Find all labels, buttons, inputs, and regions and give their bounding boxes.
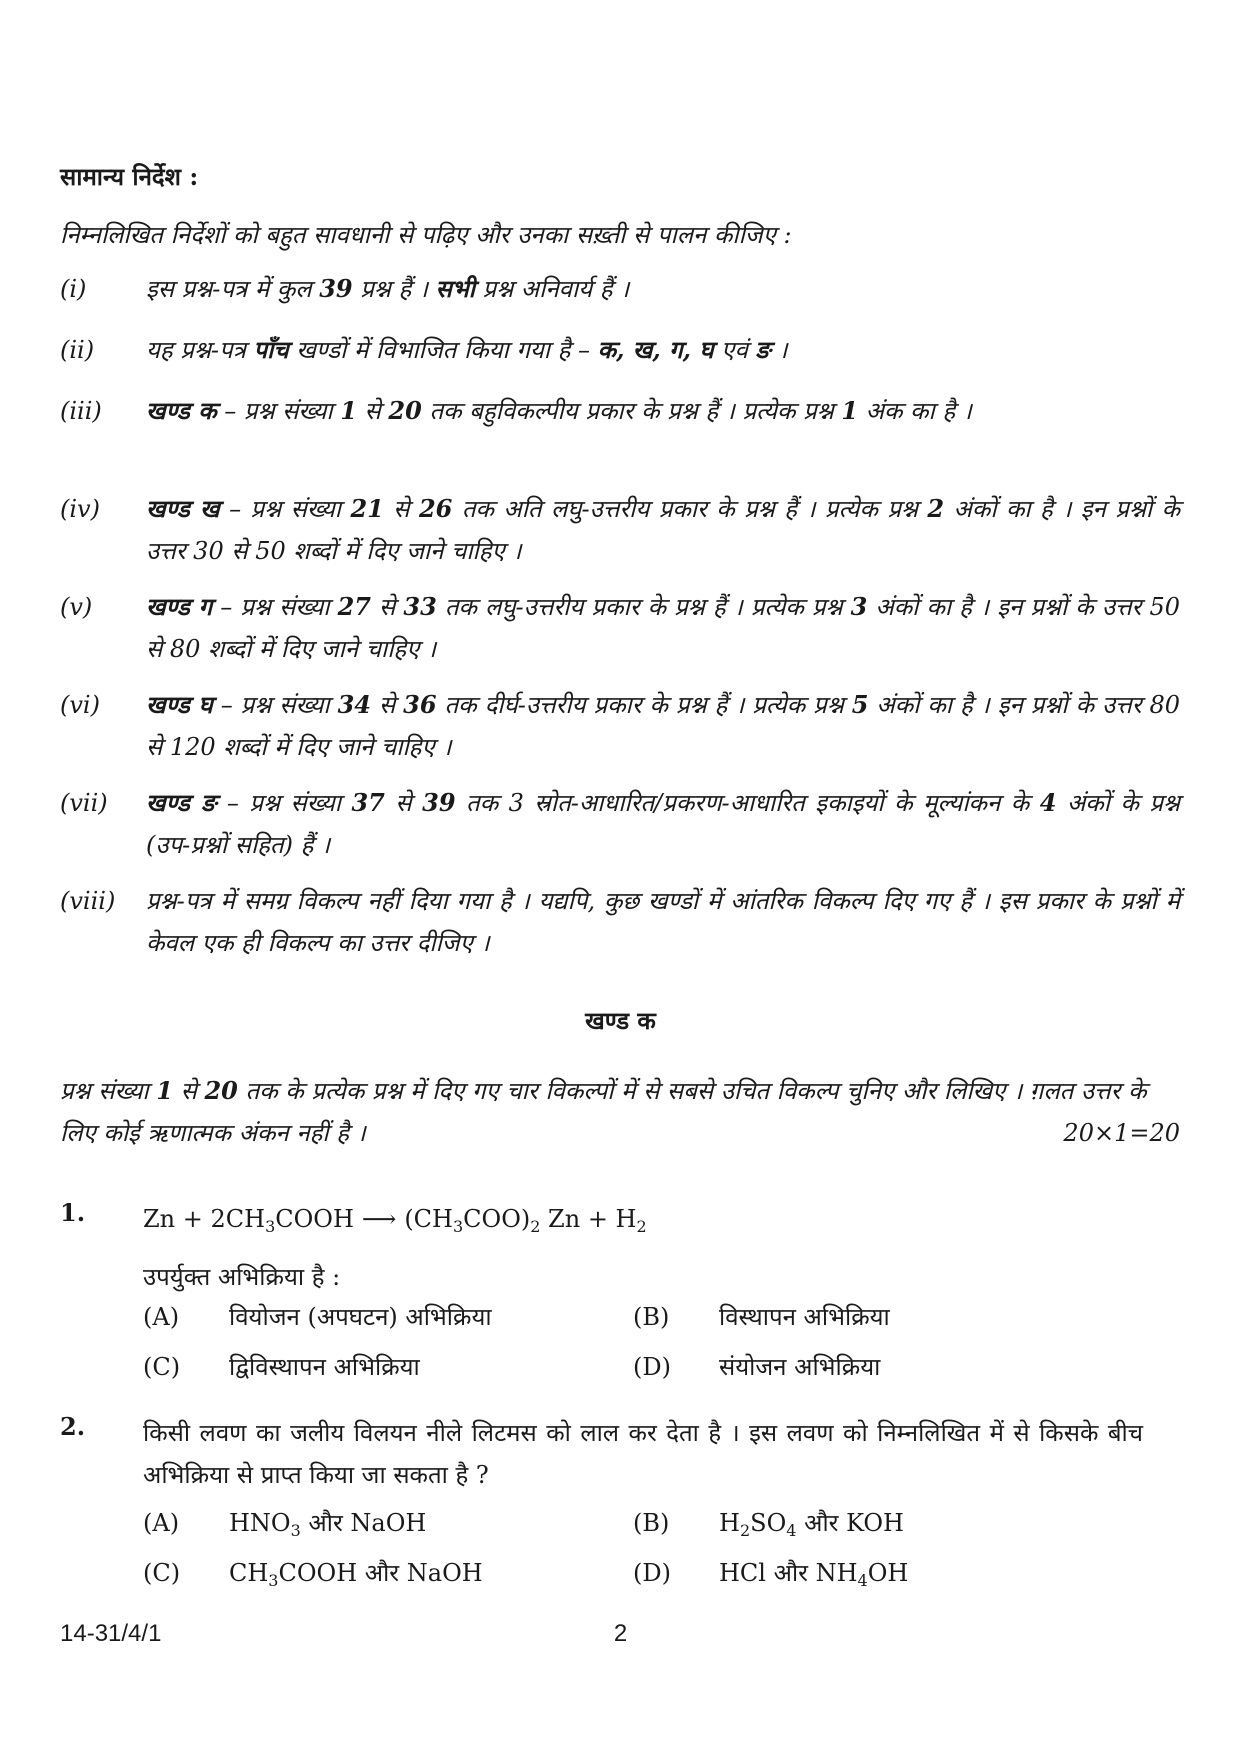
section-marks: 20×1=20 (1063, 1119, 1180, 1147)
instruction-number: (iv) (60, 495, 100, 523)
option-b[interactable]: (B) $H_2SO_4$ और KOH (633, 1509, 904, 1540)
instruction-number: (vi) (60, 691, 100, 719)
instruction-number: (i) (60, 275, 87, 303)
instruction-number: (ii) (60, 336, 95, 364)
option-b[interactable]: (B) विस्थापन अभिक्रिया (633, 1303, 890, 1331)
general-instructions-heading: सामान्य निर्देश : (60, 162, 199, 191)
option-c[interactable]: (C) द्विविस्थापन अभिक्रिया (143, 1353, 420, 1381)
option-d[interactable]: (D) HCl और $NH_4OH$ (633, 1559, 909, 1590)
instruction-number: (viii) (60, 887, 116, 915)
option-a[interactable]: (A) $HNO_3$ और NaOH (143, 1509, 427, 1540)
section-title: खण्ड क (585, 1006, 656, 1035)
question-1 (60, 1198, 1180, 1298)
instructions-intro: निम्नलिखित निर्देशों को बहुत सावधानी से पढ़िए और उनका सख़्ती से पालन कीजिए : (60, 221, 792, 249)
instruction-item: (ii) यह प्रश्न-पत्र पाँच खण्डों में विभाजित किया गया है – क, ख, ग, घ एवं ङ । (60, 329, 1180, 371)
question-number: 1. (60, 1198, 86, 1227)
instruction-item: (iv) खण्ड ख – प्रश्न संख्या 21 से 26 तक अति लघु-उत्तरीय प्रकार के प्रश्न हैं । प्रत्येक प्रश्न 2 अंकों का है । इन प्रश्नों के उत्तर 30 से 50 शब्दों में दिए जाने चाहिए । (60, 488, 1180, 572)
instruction-item: (i) इस प्रश्न-पत्र में कुल 39 प्रश्न हैं । सभी प्रश्न अनिवार्य हैं । (60, 268, 1180, 310)
instruction-number: (iii) (60, 397, 102, 425)
instruction-item: (vii) खण्ड ङ – प्रश्न संख्या 37 से 39 तक 3 स्रोत-आधारित/प्रकरण-आधारित इकाइयों के मूल्यांकन के 4 अंकों के प्रश्न (उप-प्रश्नों सहित) हैं । (60, 782, 1180, 866)
reaction-arrow-icon: ⟶ (361, 1205, 397, 1233)
paper-code: 14-31/4/1 (60, 1620, 162, 1647)
question-stem: किसी लवण का जलीय विलयन नीले लिटमस को लाल कर देता है । इस लवण को निम्नलिखित में से किसके बीच अभिक्रिया से प्राप्त किया जा सकता है ? (143, 1419, 1143, 1489)
instruction-number: (vii) (60, 789, 108, 817)
instruction-number: (v) (60, 593, 93, 621)
option-d[interactable]: (D) संयोजन अभिक्रिया (633, 1353, 881, 1381)
question-2 (60, 1412, 1180, 1496)
section-instructions: प्रश्न संख्या 1 से 20 तक के प्रत्येक प्रश्न में दिए गए चार विकल्पों में से सबसे उचित विकल्प चुनिए और लिखिए । ग़लत उत्तर के लिए कोई ऋणात्मक अंकन नहीं है । 20×1=20 (60, 1070, 1180, 1154)
page-number: 2 (613, 1620, 628, 1647)
instruction-item: (vi) खण्ड घ – प्रश्न संख्या 34 से 36 तक दीर्घ-उत्तरीय प्रकार के प्रश्न हैं । प्रत्येक प्रश्न 5 अंकों का है । इन प्रश्नों के उत्तर 80 से 120 शब्दों में दिए जाने चाहिए । (60, 684, 1180, 768)
instruction-item: (v) खण्ड ग – प्रश्न संख्या 27 से 33 तक लघु-उत्तरीय प्रकार के प्रश्न हैं । प्रत्येक प्रश्न 3 अंकों का है । इन प्रश्नों के उत्तर 50 से 80 शब्दों में दिए जाने चाहिए । (60, 586, 1180, 670)
question-stem: उपर्युक्त अभिक्रिया है : (143, 1263, 341, 1291)
question-number: 2. (60, 1412, 86, 1441)
reaction-equation: $Zn + 2CH_3COOH$ ⟶ $(CH_3COO)_2$ $Zn + H_2$ (143, 1198, 1180, 1248)
instruction-item: (iii) खण्ड क – प्रश्न संख्या 1 से 20 तक बहुविकल्पीय प्रकार के प्रश्न हैं । प्रत्येक प्रश्न 1 अंक का है । (60, 390, 1180, 432)
option-c[interactable]: (C) $CH_3COOH$ और NaOH (143, 1559, 483, 1590)
option-a[interactable]: (A) वियोजन (अपघटन) अभिक्रिया (143, 1303, 492, 1331)
instruction-item: (viii) प्रश्न-पत्र में समग्र विकल्प नहीं दिया गया है । यद्यपि, कुछ खण्डों में आंतरिक विकल्प दिए गए हैं । इस प्रकार के प्रश्नों में केवल एक ही विकल्प का उत्तर दीजिए । (60, 880, 1180, 964)
